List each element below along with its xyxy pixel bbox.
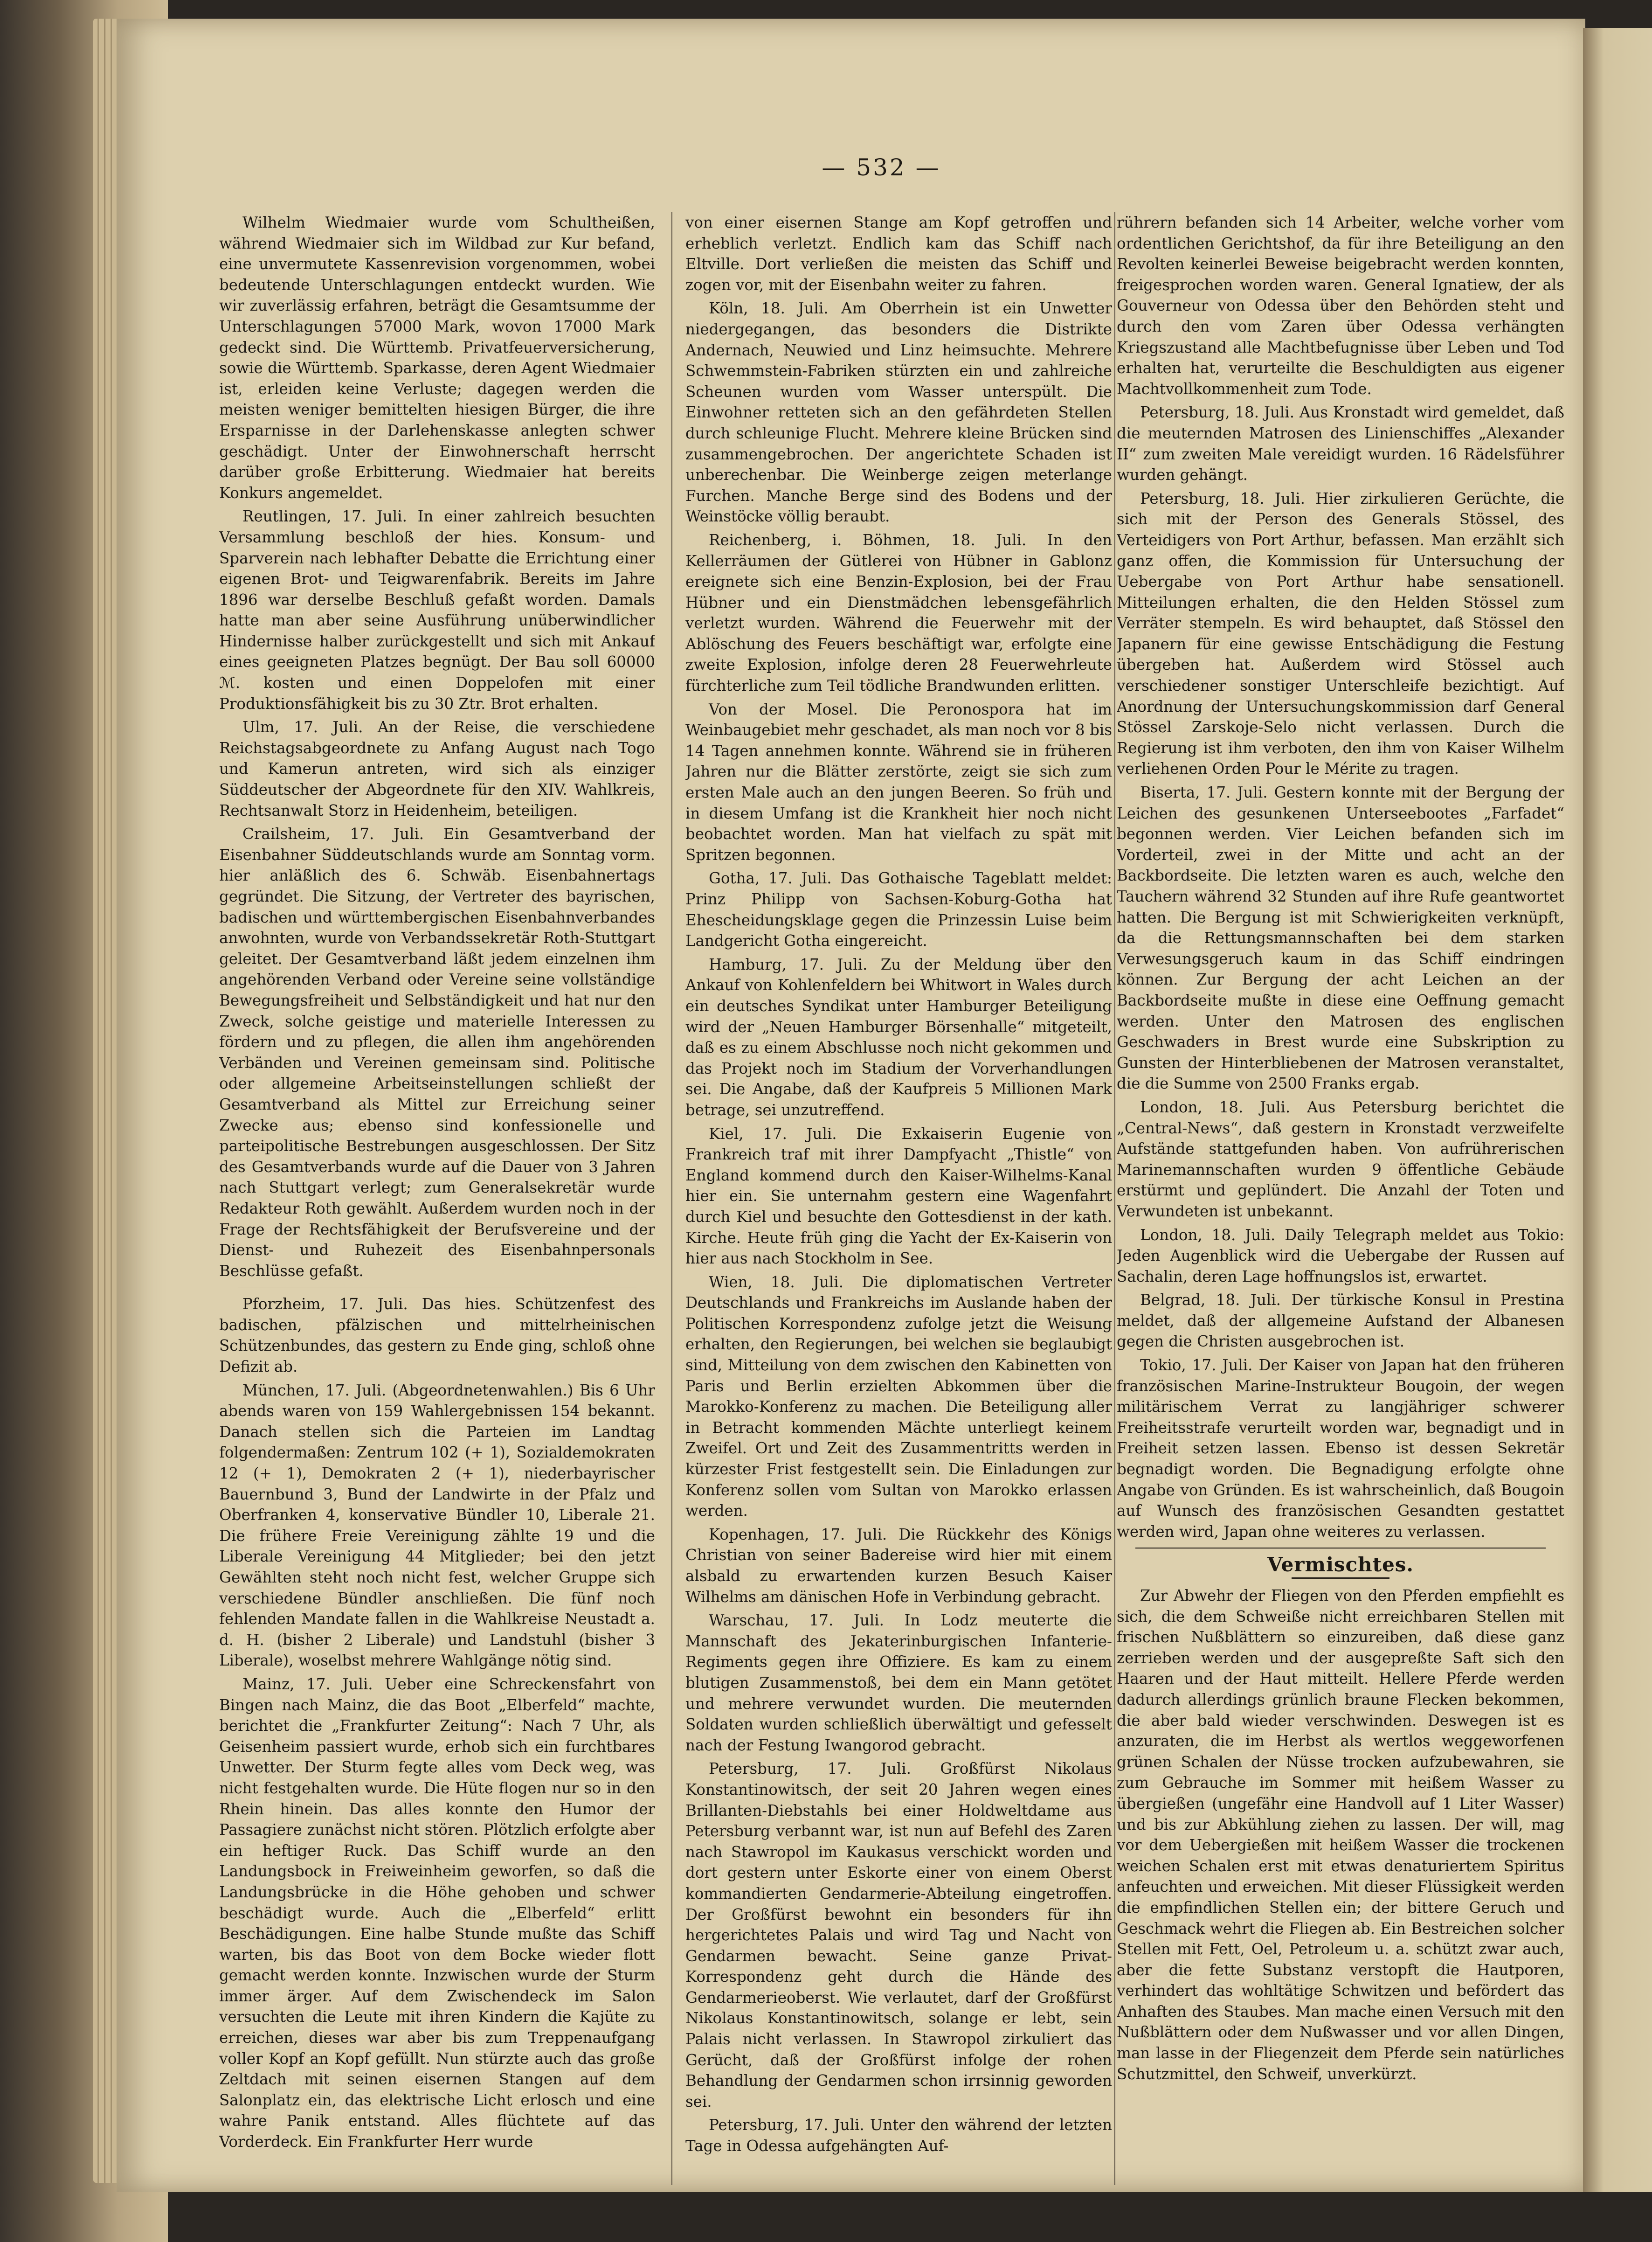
article-paragraph: Köln, 18. Juli. Am Oberrhein ist ein Unwetter niedergegangen, das besonders die Distrikte Andernach, Neuwied und Linz heimsuchte. Mehrere Schwemmstein-Fabriken stürzten ein und zahlreiche Scheunen wurden vom Wasser unterspült. Die Einwohner retteten sich an den gefährdeten Stellen durch schleunige Flucht. Mehrere kleine Brücken sind zusammengebrochen. Der angerichtete Schaden ist unberechenbar. Die Weinberge zeigen meterlange Furchen. Manche Berge sind des Bodens und der Weinstöcke völlig beraubt. [685, 299, 1112, 526]
article-paragraph: Reutlingen, 17. Juli. In einer zahlreich besuchten Versammlung beschloß der hies. Konsum- und Sparverein nach lebhafter Debatte die Errichtung einer eigenen Brot- und Teigwarenfabrik. Bereits im Jahre 1896 war derselbe Beschluß gefaßt worden. Damals hatte man aber seine Ausführung unüberwindlicher Hindernisse halber zurückgestellt und sich mit Ankauf eines geeigneten Platzes begnügt. Der Bau soll 60000 ℳ. kosten und einen Doppelofen mit einer Produktionsfähigkeit bis zu 30 Ztr. Brot erhalten. [219, 507, 655, 713]
article-paragraph: rührern befanden sich 14 Arbeiter, welche vorher vom ordentlichen Gerichtshof, da für ihre Beteiligung an den Revolten keinerlei Beweise beigebracht werden konnten, freigesprochen worden waren. General Ignatiew, der als Gouverneur von Odessa über den Behörden steht und durch den vom Zaren über Odessa verhängten Kriegszustand alle Machtbefugnisse über Leben und Tod erhalten hat, verurteilte die Beschuldigten aus eigener Machtvollkommenheit zum Tode. [1117, 214, 1564, 398]
article-divider [238, 1287, 636, 1288]
article-paragraph: London, 18. Juli. Aus Petersburg berichtet die „Central-News“, daß gestern in Kronstadt verzweifelte Aufstände stattgefunden haben. Von aufrührerischen Marinemannschaften wurden 9 öffentliche Gebäude erstürmt und geplündert. Die Anzahl der Toten und Verwundeten ist unbekannt. [1117, 1098, 1564, 1220]
adjacent-page-edge [1583, 28, 1652, 2192]
text-column-1 [219, 212, 655, 2194]
article-paragraph: Ulm, 17. Juli. An der Reise, die verschiedene Reichstagsabgeordnete zu Anfang August nach Togo und Kamerun antreten, wird sich als einziger Süddeutscher der Abgeordnete für den XIV. Wahlkreis, Rechtsanwalt Storz in Heidenheim, beteiligen. [219, 718, 655, 819]
page-number: — 532 — [822, 154, 941, 181]
column-divider [1114, 212, 1115, 2185]
article-paragraph: Zur Abwehr der Fliegen von den Pferden empfiehlt es sich, die dem Schweiße nicht erreichbaren Stellen mit frischen Nußblättern so einzureiben, daß diese ganz zerrieben werden und der ausgepreßte Saft sich den Haaren und der Haut mitteilt. Hellere Pferde werden dadurch allerdings grünlich braune Flecken bekommen, die aber bald wieder verschwinden. Deswegen ist es anzuraten, die im Herbst als wertlos weggeworfenen grünen Schalen der Nüsse trocken aufzubewahren, sie zum Gebrauche im Sommer mit heißem Wasser zu übergießen (ungefähr eine Handvoll auf 1 Liter Wasser) und bis zur Abkühlung ziehen zu lassen. Der will, mag vor dem Uebergießen mit heißem Wasser die trockenen weichen Schalen erst mit etwas denaturiertem Spiritus anfeuchten und erweichen. Mit dieser Flüssigkeit werden die empfindlichen Stellen ein; der bittere Geruch und Geschmack wehrt die Fliegen ab. Ein Bestreichen solcher Stellen mit Fett, Oel, Petroleum u. a. schützt zwar auch, aber die fette Substanz verstopft die Hautporen, verhindert das wohltätige Schwitzen und befördert das Anhaften des Staubes. Man mache einen Versuch mit den Nußblättern oder dem Nußwasser und vor allen Dingen, man lasse in der Fliegenzeit dem Pferde sein natürliches Schutzmittel, den Schweif, unverkürzt. [1117, 1587, 1564, 2083]
article-paragraph: Wilhelm Wiedmaier wurde vom Schultheißen, während Wiedmaier sich im Wildbad zur Kur befand, eine unvermutete Kassenrevision vorgenommen, wobei bedeutende Unterschlagungen entdeckt wurden. Wie wir zuverlässig erfahren, beträgt die Gesamtsumme der Unterschlagungen 57000 Mark, wovon 17000 Mark gedeckt sind. Die Württemb. Privatfeuerversicherung, sowie die Württemb. Sparkasse, deren Agent Wiedmaier ist, erleiden keine Verluste; dagegen werden die meisten weniger bemittelten hiesigen Bürger, die ihre Ersparnisse in der Darlehenskasse anlegten schwer geschädigt. Unter der Einwohnerschaft herrscht darüber große Erbitterung. Wiedmaier hat bereits Konkurs angemeldet. [219, 214, 655, 502]
article-paragraph: Biserta, 17. Juli. Gestern konnte mit der Bergung der Leichen des gesunkenen Unterseebootes „Farfadet“ begonnen werden. Vier Leichen befanden sich im Vorderteil, zwei in der Mitte und acht an der Backbordseite. Die letzten waren es auch, welche den Tauchern während 32 Stunden auf ihre Rufe geantwortet hatten. Die Bergung ist mit Schwierigkeiten verknüpft, da die Rettungsmannschaften bei dem starken Verwesungsgeruch kaum in das Schiff eindringen können. Zur Bergung der acht Leichen an der Backbordseite mußte in diese eine Oeffnung gemacht werden. Unter den Matrosen des englischen Geschwaders in Brest wurde eine Subskription zu Gunsten der Hinterbliebenen der Matrosen veranstaltet, die die Summe von 2500 Franks ergab. [1117, 784, 1564, 1093]
article-paragraph: Tokio, 17. Juli. Der Kaiser von Japan hat den früheren französischen Marine-Instrukteur Bougoin, der wegen militärischem Verrat zu langjähriger schwerer Freiheitsstrafe verurteilt worden war, begnadigt und in Freiheit setzen lassen. Ebenso ist dessen Sekretär begnadigt worden. Die Begnadigung erfolgte ohne Angabe von Gründen. Es ist wahrscheinlich, daß Bougoin auf Wunsch des französischen Gesandten gestattet werden wird, Japan ohne weiteres zu verlassen. [1117, 1356, 1564, 1541]
article-paragraph: Pforzheim, 17. Juli. Das hies. Schützenfest des badischen, pfälzischen und mittelrheinischen Schützenbundes, das gestern zu Ende ging, schloß ohne Defizit ab. [219, 1295, 655, 1376]
article-paragraph: Petersburg, 18. Juli. Aus Kronstadt wird gemeldet, daß die meuternden Matrosen des Linienschiffes „Alexander II“ zum zweiten Male vereidigt wurden. 16 Rädelsführer wurden gehängt. [1117, 403, 1564, 484]
section-divider [1135, 1548, 1546, 1549]
article-paragraph: Gotha, 17. Juli. Das Gothaische Tageblatt meldet: Prinz Philipp von Sachsen-Koburg-Gotha hat Ehescheidungsklage gegen die Prinzessin Luise beim Landgericht Gotha eingereicht. [685, 869, 1112, 950]
article-paragraph: Hamburg, 17. Juli. Zu der Meldung über den Ankauf von Kohlenfeldern bei Whitwort in Wales durch ein deutsches Syndikat unter Hamburger Beteiligung wird der „Neuen Hamburger Börsenhalle“ mitgeteilt, daß es zu einem Abschlusse noch nicht gekommen und das Projekt noch im Stadium der Vorverhandlungen sei. Die Angabe, daß der Kaufpreis 5 Millionen Mark betrage, sei unzutreffend. [685, 955, 1112, 1119]
article-paragraph: Mainz, 17. Juli. Ueber eine Schreckensfahrt von Bingen nach Mainz, die das Boot „Elberfeld“ machte, berichtet die „Frankfurter Zeitung“: Nach 7 Uhr, als Geisenheim passiert wurde, erhob sich ein furchtbares Unwetter. Der Sturm fegte alles vom Deck weg, was nicht festgehalten wurde. Die Hüte flogen nur so in den Rhein hinein. Das alles konnte den Humor der Passagiere zunächst nicht stören. Plötzlich erfolgte aber ein heftiger Ruck. Das Schiff wurde an den Landungsbock in Freiweinheim geworfen, so daß die Landungsbrücke in die Höhe gehoben und schwer beschädigt wurde. Auch die „Elberfeld“ erlitt Beschädigungen. Eine halbe Stunde mußte das Schiff warten, bis das Boot von dem Bocke wieder flott gemacht werden konnte. Inzwischen wurde der Sturm immer ärger. Auf dem Zwischendeck im Salon versuchten die Leute mit ihren Kindern die Kajüte zu erreichen, dieses war aber bis zum Treppenaufgang voller Kopf an Kopf gefüllt. Nun stürzte auch das große Zeltdach mit seinen eisernen Stangen auf dem Salonplatz ein, das elektrische Licht erlosch und eine wahre Panik entstand. Alles flüchtete auf das Vorderdeck. Ein Frankfurter Herr wurde [219, 1675, 655, 2151]
article-paragraph: Reichenberg, i. Böhmen, 18. Juli. In den Kellerräumen der Gütlerei von Hübner in Gablonz ereignete sich eine Benzin-Explosion, bei der Frau Hübner und ein Dienstmädchen lebensgefährlich verletzt wurden. Während die Feuerwehr mit der Ablöschung des Feuers beschäftigt war, erfolgte eine zweite Explosion, infolge deren 28 Feuerwehrleute fürchterliche zum Teil tödliche Brandwunden erlitten. [685, 531, 1112, 695]
article-paragraph: Crailsheim, 17. Juli. Ein Gesamtverband der Eisenbahner Süddeutschlands wurde am Sonntag vorm. hier anläßlich des 6. Schwäb. Eisenbahnertags gegründet. Die Sitzung, der Vertreter des bayrischen, badischen und württembergischen Eisenbahnverbandes anwohnten, wurde von Verbandssekretär Roth-Stuttgart geleitet. Der Gesamtverband läßt jedem einzelnen ihm angehörenden Verband oder Vereine seine vollständige Bewegungsfreiheit und Selbständigkeit und hat nur den Zweck, solche geistige und materielle Interessen zu fördern und zu pflegen, die allen ihm angehörenden Verbänden und Vereinen gemeinsam sind. Politische oder allgemeine Arbeitseinstellungen schließt der Gesamtverband als Mittel zur Erreichung seiner Zwecke aus; ebenso sind konfessionelle und parteipolitische Bestrebungen ausgeschlossen. Der Sitz des Gesamtverbands wurde auf die Dauer von 3 Jahren nach Stuttgart verlegt; zum Generalsekretär wurde Redakteur Roth gewählt. Außerdem wurden noch in der Frage der Rechtsfähigkeit der Berufsvereine und der Dienst- und Ruhezeit des Eisenbahnpersonals Beschlüsse gefaßt. [219, 825, 655, 1280]
article-paragraph: Petersburg, 18. Juli. Hier zirkulieren Gerüchte, die sich mit der Person des Generals Stössel, des Verteidigers von Port Arthur, befassen. Man erzählt sich ganz offen, die Kommission für Untersuchung der Uebergabe von Port Arthur habe sensationell. Mitteilungen erhalten, die den Helden Stössel zum Verräter stempeln. Es wird behauptet, daß Stössel den Japanern für eine gewisse Entschädigung die Festung übergeben hat. Außerdem wird Stössel auch verschiedener sonstiger Unterschleife bezichtigt. Auf Anordnung der Untersuchungskommission darf General Stössel Zarskoje-Selo nicht verlassen. Durch die Regierung ist ihm verboten, den ihm von Kaiser Wilhelm verliehenen Orden Pour le Mérite zu tragen. [1117, 489, 1564, 778]
article-paragraph: Petersburg, 17. Juli. Großfürst Nikolaus Konstantinowitsch, der seit 20 Jahren wegen eines Brillanten-Diebstahls bei einer Holdweltdame aus Petersburg verbannt war, ist nun auf Befehl des Zaren nach Stawropol im Kaukasus verschickt worden und dort gestern unter Eskorte einer von einem Oberst kommandierten Gendarmerie-Abteilung eingetroffen. Der Großfürst bewohnt ein besonders für ihn hergerichtetes Palais und wird Tag und Nacht von Gendarmen bewacht. Seine ganze Privat-Korrespondenz geht durch die Hände des Gendarmerieoberst. Wie verlautet, darf der Großfürst Nikolaus Konstantinowitsch, solange er lebt, sein Palais nicht verlassen. In Stawropol zirkuliert das Gerücht, daß der Großfürst infolge der rohen Behandlung der Gendarmen schon irrsinnig geworden sei. [685, 1760, 1112, 2110]
section-title: Vermischtes. [1117, 1555, 1564, 1579]
text-column-3 [1117, 212, 1564, 2194]
article-paragraph: Warschau, 17. Juli. In Lodz meuterte die Mannschaft des Jekaterinburgischen Infanterie-Regiments gegen ihre Offiziere. Es kam zu einem blutigen Zusammenstoß, bei dem ein Mann getötet und mehrere verwundet wurden. Die meuternden Soldaten wurden schließlich überwältigt und gefesselt nach der Festung Iwangorod gebracht. [685, 1611, 1112, 1754]
article-paragraph: Kopenhagen, 17. Juli. Die Rückkehr des Königs Christian von seiner Badereise wird hier mit einem alsbald zu erwartenden kurzen Besuch Kaiser Wilhelms am dänischen Hofe in Verbindung gebracht. [685, 1525, 1112, 1606]
text-column-2 [685, 212, 1112, 2194]
article-paragraph: Von der Mosel. Die Peronospora hat im Weinbaugebiet mehr geschadet, als man noch vor 8 bis 14 Tagen annehmen konnte. Während sie in früheren Jahren nur die Blätter zerstörte, zeigt sie sich zum ersten Male auch an den jungen Beeren. So früh und in diesem Umfang ist die Krankheit hier noch nicht beobachtet worden. Man hat vielfach zu spät mit Spritzen begonnen. [685, 700, 1112, 864]
article-paragraph: Belgrad, 18. Juli. Der türkische Konsul in Prestina meldet, daß der allgemeine Aufstand der Albanesen gegen die Christen ausgebrochen ist. [1117, 1291, 1564, 1351]
article-paragraph: Wien, 18. Juli. Die diplomatischen Vertreter Deutschlands und Frankreichs im Auslande haben der Politischen Korrespondenz zufolge jetzt die Weisung erhalten, den Regierungen, bei welchen sie beglaubigt sind, Mitteilung von dem zwischen den Kabinetten von Paris und Berlin erzielten Abkommen über die Marokko-Konferenz zu machen. Die Beteiligung aller in Betracht kommenden Mächte unterliegt keinem Zweifel. Ort und Zeit des Zusammentritts werden in kürzester Frist festgestellt sein. Die Einladungen zur Konferenz sollen vom Sultan von Marokko erlassen werden. [685, 1273, 1112, 1520]
article-paragraph: von einer eisernen Stange am Kopf getroffen und erheblich verletzt. Endlich kam das Schiff nach Eltville. Dort verließen die meisten das Schiff und zogen vor, mit der Eisenbahn weiter zu fahren. [685, 214, 1112, 294]
article-paragraph: München, 17. Juli. (Abgeordnetenwahlen.) Bis 6 Uhr abends waren von 159 Wahlergebnissen 154 bekannt. Danach stellen sich die Parteien im Landtag folgendermaßen: Zentrum 102 (+ 1), Sozialdemokraten 12 (+ 1), Demokraten 2 (+ 1), niederbayrischer Bauernbund 3, Bund der Landwirte in der Pfalz und Oberfranken 4, konservative Bündler 10, Liberale 21. Die frühere Freie Vereinigung zählte 19 und die Liberale Vereinigung 44 Mitglieder; bei den jetzt Gewählten steht noch nicht fest, welcher Gruppe sich verschiedene Bündler anschließen. Die fünf noch fehlenden Mandate fallen in die Wahlkreise Neustadt a. d. H. (bisher 2 Liberale) und Landstuhl (bisher 3 Liberale), woselbst mehrere Wahlgänge nötig sind. [219, 1381, 655, 1670]
article-paragraph: London, 18. Juli. Daily Telegraph meldet aus Tokio: Jeden Augenblick wird die Uebergabe der Russen auf Sachalin, deren Lage hoffnungslos ist, erwartet. [1117, 1226, 1564, 1285]
article-paragraph: Petersburg, 17. Juli. Unter den während der letzten Tage in Odessa aufgehängten Auf- [685, 2116, 1112, 2155]
article-paragraph: Kiel, 17. Juli. Die Exkaiserin Eugenie von Frankreich traf mit ihrer Dampfyacht „Thistle“ von England kommend durch den Kaiser-Wilhelms-Kanal hier ein. Sie unternahm gestern eine Wagenfahrt durch Kiel und besuchte den Gottesdienst in der kath. Kirche. Heute früh ging die Yacht der Ex-Kaiserin von hier aus nach Stockholm in See. [685, 1124, 1112, 1268]
column-divider [671, 212, 672, 2185]
